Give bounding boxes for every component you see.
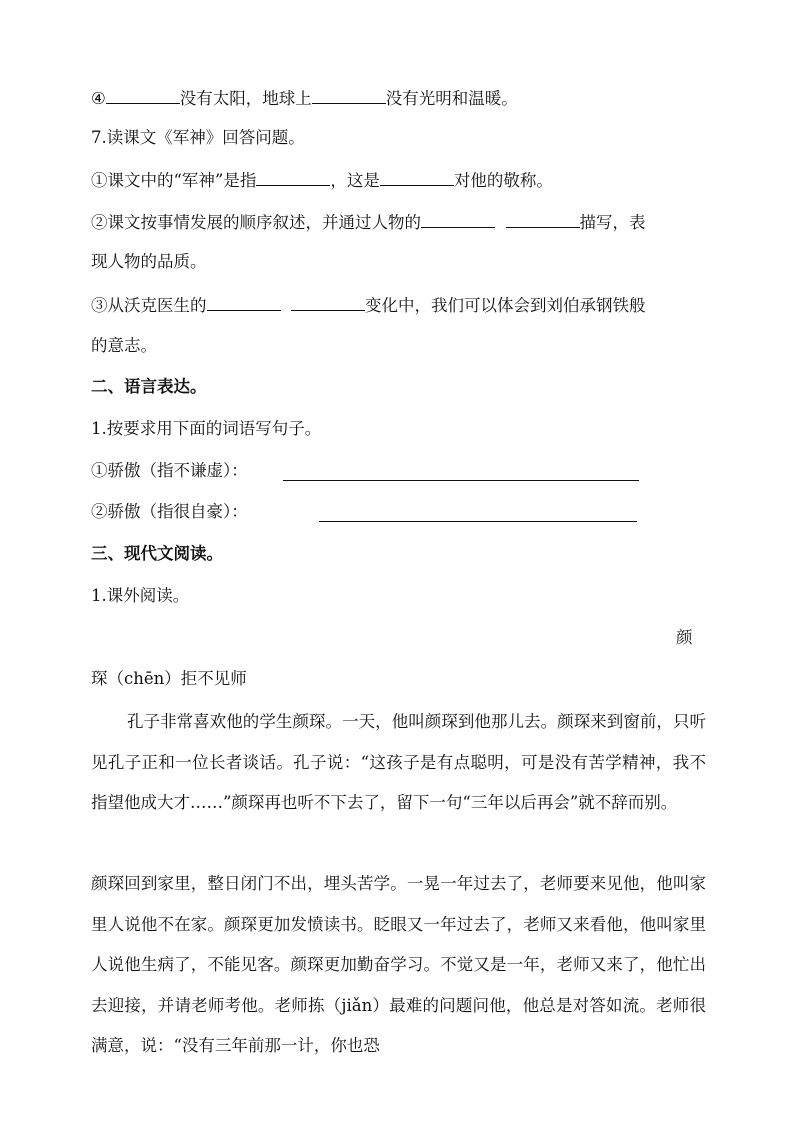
answer-blank[interactable]	[506, 210, 580, 228]
section2-q1: 1.按要求用下面的词语写句子。	[91, 419, 322, 438]
circled-number-2: ②	[91, 502, 108, 521]
sentence-answer-line-2[interactable]	[319, 521, 637, 522]
answer-blank[interactable]	[421, 210, 495, 228]
q6-item4: ④ 没有太阳，地球上 没有光明和温暖。	[91, 86, 518, 110]
circled-number-4: ④	[91, 89, 106, 108]
q7-item1: ①课文中的“军神”是指 ，这是 对他的敬称。	[91, 168, 553, 192]
story-paragraph-1: 孔子非常喜欢他的学生颜琛。一天，他叫颜琛到他那儿去。颜琛来到窗前，只听见孔子正和一位长者谈话。孔子说：“这孩子是有点聪明，可是没有苦学精神，我不指望他成大才……”颜琛再也听不下去了，留下一句“三年以后再会”就不辞而别。	[91, 712, 706, 813]
answer-blank[interactable]	[207, 293, 281, 311]
section2-heading: 二、语言表达。	[91, 377, 207, 396]
section2-item1: ①骄傲（指不谦虚）：	[91, 461, 248, 480]
sentence-answer-line-1[interactable]	[283, 480, 639, 481]
answer-blank[interactable]	[380, 168, 454, 186]
story-title-part1: 颜	[676, 628, 693, 647]
q7-item3: ③从沃克医生的 变化中，我们可以体会到刘伯承钢铁般	[91, 293, 646, 317]
story-title-part2: 琛（chēn）拒不见师	[91, 669, 247, 688]
circled-number-1: ①	[91, 461, 108, 480]
story-paragraph-2: 颜琛回到家里，整日闭门不出，埋头苦学。一晃一年过去了，老师要来见他，他叫家里人说他不在家。颜琛更加发愤读书。眨眼又一年过去了，老师又来看他，他叫家里人说他生病了，不能见客。颜琛更加勤奋学习。不觉又是一年，老师又来了，他忙出去迎接，并请老师考他。老师拣（jiǎn）最难的问题问他，他总是对答如流。老师很满意，说：“没有三年前那一计，你也恐	[91, 874, 706, 1056]
answer-blank[interactable]	[256, 168, 330, 186]
circled-number-1: ①	[91, 171, 108, 190]
section3-q1: 1.课外阅读。	[91, 586, 190, 605]
circled-number-2: ②	[91, 213, 108, 232]
q7-item2: ②课文按事情发展的顺序叙述，并通过人物的 描写，表	[91, 210, 706, 234]
q7-item2-cont: 现人物的品质。	[91, 252, 207, 271]
section3-heading: 三、现代文阅读。	[91, 544, 223, 563]
answer-blank[interactable]	[312, 86, 386, 104]
answer-blank[interactable]	[291, 293, 365, 311]
q7-title: 7.读课文《军神》回答问题。	[91, 128, 305, 147]
q7-item3-cont: 的意志。	[91, 336, 157, 355]
circled-number-3: ③	[91, 296, 108, 315]
section2-item2: ②骄傲（指很自豪）：	[91, 502, 248, 521]
answer-blank[interactable]	[106, 86, 180, 104]
